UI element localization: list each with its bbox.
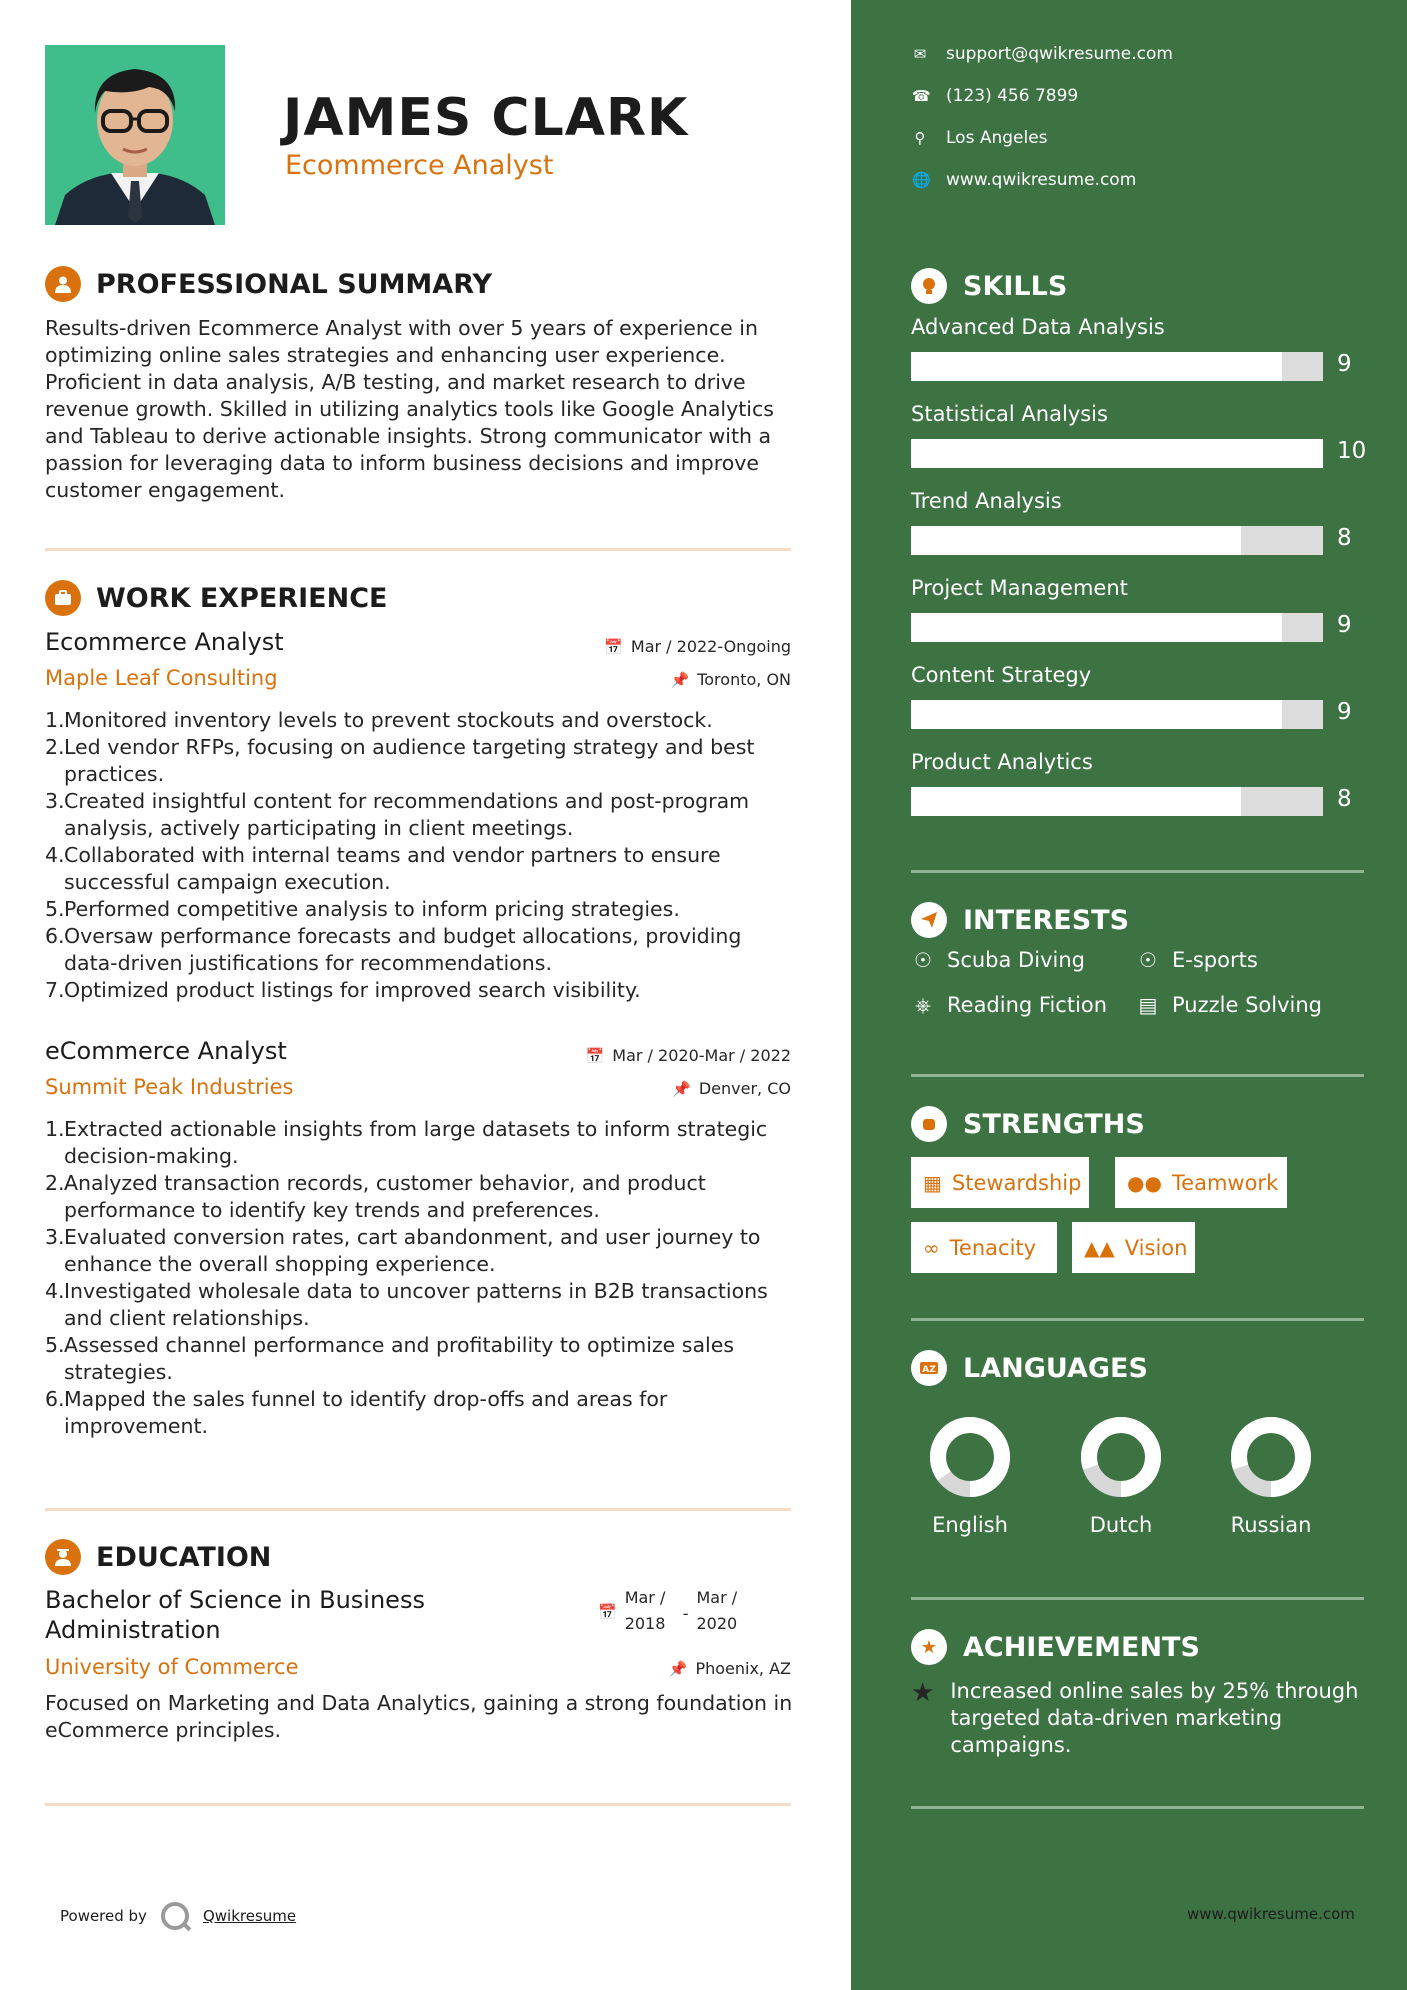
sidebar-divider bbox=[911, 870, 1364, 873]
brand-link[interactable]: Qwikresume bbox=[202, 1907, 297, 1925]
skills-title: SKILLS bbox=[963, 270, 1068, 302]
envelope-icon: ✉ bbox=[913, 45, 927, 63]
job-location: 📌 Denver, CO bbox=[672, 1079, 791, 1098]
job-company: Maple Leaf Consulting bbox=[45, 666, 278, 690]
achievement-text: Increased online sales by 25% through targeted data-driven marketing campaigns. bbox=[950, 1679, 1359, 1757]
candidate-name: JAMES CLARK bbox=[283, 88, 689, 148]
skill-value: 9 bbox=[1337, 351, 1352, 377]
paper-plane-icon bbox=[911, 902, 947, 938]
book-icon: ▤ bbox=[1138, 993, 1158, 1017]
contact-phone[interactable]: ☎ (123) 456 7899 bbox=[912, 86, 1079, 106]
list-item: Performed competitive analysis to inform pricing strategies. bbox=[64, 897, 680, 921]
strengths-heading bbox=[911, 1106, 1145, 1142]
skill-name: Project Management bbox=[911, 576, 1128, 600]
star-icon: ★ bbox=[911, 1678, 935, 1708]
school-name: University of Commerce bbox=[45, 1655, 299, 1679]
summary-text: Results-driven Ecommerce Analyst with over 5 years of experience in optimizing online sales strategies and enhancing user experience. Proficient in data analysis, A/B testing, and market research to drive revenue growth. Skilled in utilizing analytics tools like Google Analytics and Tableau to derive actionable insights. Strong communicator with a passion for leveraging data to inform business decisions and improve customer engagement. bbox=[45, 316, 774, 502]
skill-bar bbox=[911, 526, 1323, 555]
language-item bbox=[1211, 1415, 1331, 1537]
language-name: English bbox=[932, 1513, 1008, 1537]
candidate-role: Ecommerce Analyst bbox=[285, 150, 554, 181]
interest-item: ☉ Scuba Diving bbox=[911, 948, 1085, 972]
footer-url[interactable]: www.qwikresume.com bbox=[1187, 1905, 1355, 1923]
date-separator: - bbox=[682, 1604, 689, 1623]
skill-bar bbox=[911, 439, 1323, 468]
calendar-icon: 📅 bbox=[598, 1603, 617, 1621]
list-item: Optimized product listings for improved search visibility. bbox=[64, 978, 641, 1002]
list-item: Oversaw performance forecasts and budget allocations, providing data-driven justifications for recommendations. bbox=[64, 924, 742, 975]
skill-bar-fill bbox=[911, 352, 1282, 381]
sidebar-divider bbox=[911, 1318, 1364, 1321]
language-item bbox=[910, 1415, 1030, 1537]
language-icon bbox=[911, 1350, 947, 1386]
education-dates bbox=[598, 1585, 754, 1637]
gamepad-icon: ⎈ bbox=[915, 993, 931, 1017]
pushpin-icon: 📌 bbox=[672, 1079, 691, 1098]
sidebar-divider bbox=[911, 1806, 1364, 1809]
list-item: Collaborated with internal teams and vendor partners to ensure successful campaign execution. bbox=[64, 843, 721, 894]
skill-bar-fill bbox=[911, 439, 1323, 468]
user-icon bbox=[45, 266, 81, 302]
footer-powered-by bbox=[60, 1902, 296, 1930]
achievement-item bbox=[911, 1678, 1360, 1759]
skill-name: Product Analytics bbox=[911, 750, 1093, 774]
profile-photo bbox=[45, 45, 225, 225]
list-item: Investigated wholesale data to uncover patterns in B2B transactions and client relationships. bbox=[64, 1279, 768, 1330]
language-name: Russian bbox=[1230, 1513, 1312, 1537]
pushpin-icon: 📌 bbox=[668, 1659, 688, 1678]
briefcase-icon bbox=[45, 580, 81, 616]
job-title: eCommerce Analyst bbox=[45, 1037, 287, 1065]
sidebar-divider bbox=[911, 1074, 1364, 1077]
language-name: Dutch bbox=[1089, 1513, 1153, 1537]
sidebar-divider bbox=[911, 1597, 1364, 1600]
skills-heading bbox=[911, 268, 1067, 304]
star-icon: ★ bbox=[911, 1629, 947, 1665]
strength-chip: ▲▲ Vision bbox=[1072, 1222, 1195, 1273]
school-location: 📌 Phoenix, AZ bbox=[668, 1659, 791, 1678]
svg-text:AZ: AZ bbox=[922, 1365, 936, 1375]
education-description: Focused on Marketing and Data Analytics, gaining a strong foundation in eCommerce principles. bbox=[45, 1691, 793, 1742]
contact-email[interactable]: ✉ support@qwikresume.com bbox=[913, 44, 1173, 64]
pushpin-icon: 📌 bbox=[670, 670, 690, 689]
skill-name: Trend Analysis bbox=[911, 489, 1062, 513]
calendar-icon: 📅 bbox=[585, 1046, 605, 1065]
achievements-title: ACHIEVEMENTS bbox=[963, 1631, 1200, 1663]
graduate-icon bbox=[45, 1539, 81, 1575]
list-item: Evaluated conversion rates, cart abandonment, and user journey to enhance the overall shopping experience. bbox=[64, 1225, 761, 1276]
qwikresume-logo-icon bbox=[161, 1902, 189, 1930]
section-divider bbox=[45, 1508, 791, 1511]
job-duties bbox=[45, 707, 795, 1004]
skill-value: 9 bbox=[1337, 612, 1352, 638]
lightbulb-icon bbox=[911, 268, 947, 304]
interest-item: ☉ E-sports bbox=[1136, 948, 1258, 972]
language-item bbox=[1061, 1415, 1181, 1537]
users-icon: ●● bbox=[1127, 1170, 1162, 1195]
life-ring-icon: ☉ bbox=[914, 948, 932, 972]
experience-heading bbox=[45, 580, 387, 616]
globe-icon: 🌐 bbox=[912, 171, 931, 189]
language-donut bbox=[1079, 1415, 1163, 1499]
skill-name: Content Strategy bbox=[911, 663, 1092, 687]
skill-bar bbox=[911, 700, 1323, 729]
language-donut bbox=[1229, 1415, 1313, 1499]
interests-heading bbox=[911, 902, 1129, 938]
phone-icon: ☎ bbox=[912, 87, 931, 105]
summary-heading bbox=[45, 266, 492, 302]
job-title: Ecommerce Analyst bbox=[45, 628, 284, 656]
briefcase-icon: ▦ bbox=[923, 1170, 942, 1195]
list-item: Led vendor RFPs, focusing on audience targeting strategy and best practices. bbox=[64, 735, 755, 786]
end-month: Mar / bbox=[696, 1588, 738, 1607]
section-divider bbox=[45, 548, 791, 551]
achievements-heading bbox=[911, 1629, 1200, 1665]
strength-chip: ∞ Tenacity bbox=[911, 1222, 1057, 1273]
strengths-title: STRENGTHS bbox=[963, 1108, 1145, 1140]
start-year: 2018 bbox=[624, 1614, 666, 1633]
strength-chip: ▦ Stewardship bbox=[911, 1157, 1089, 1208]
list-item: Created insightful content for recommendations and post-program analysis, actively participating in client meetings. bbox=[64, 789, 750, 840]
start-month: Mar / bbox=[624, 1588, 666, 1607]
skill-bar bbox=[911, 352, 1323, 381]
interest-item: ⎈ Reading Fiction bbox=[911, 993, 1107, 1017]
language-donut bbox=[928, 1415, 1012, 1499]
end-year: 2020 bbox=[696, 1614, 738, 1633]
skill-value: 10 bbox=[1337, 438, 1367, 464]
list-item: Analyzed transaction records, customer behavior, and product performance to identify key trends and preferences. bbox=[64, 1171, 706, 1222]
skill-bar-fill bbox=[911, 787, 1241, 816]
skill-bar-fill bbox=[911, 700, 1282, 729]
summary-title: PROFESSIONAL SUMMARY bbox=[96, 268, 493, 300]
skill-bar-fill bbox=[911, 526, 1241, 555]
skill-bar bbox=[911, 613, 1323, 642]
fist-icon bbox=[911, 1106, 947, 1142]
section-divider bbox=[45, 1803, 791, 1806]
education-title: EDUCATION bbox=[96, 1541, 272, 1573]
skill-value: 8 bbox=[1337, 786, 1352, 812]
skill-name: Advanced Data Analysis bbox=[911, 315, 1165, 339]
experience-title: WORK EXPERIENCE bbox=[96, 582, 388, 614]
list-item: Mapped the sales funnel to identify drop-offs and areas for improvement. bbox=[64, 1387, 668, 1438]
interest-item: ▤ Puzzle Solving bbox=[1136, 993, 1322, 1017]
job-dates: 📅 Mar / 2022-Ongoing bbox=[604, 637, 791, 656]
degree-title: Bachelor of Science in Business Administration bbox=[45, 1586, 425, 1644]
languages-heading bbox=[911, 1350, 1148, 1386]
link-icon: ∞ bbox=[923, 1235, 940, 1260]
contact-location: ⚲ Los Angeles bbox=[912, 128, 1048, 148]
life-ring-icon: ☉ bbox=[1139, 948, 1157, 972]
contact-website[interactable]: 🌐 www.qwikresume.com bbox=[912, 170, 1137, 190]
list-item: Monitored inventory levels to prevent stockouts and overstock. bbox=[64, 708, 713, 732]
skill-value: 8 bbox=[1337, 525, 1352, 551]
education-heading bbox=[45, 1539, 271, 1575]
powered-by-label: Powered by bbox=[60, 1907, 147, 1925]
job-dates: 📅 Mar / 2020-Mar / 2022 bbox=[585, 1046, 791, 1065]
strength-chip: ●● Teamwork bbox=[1115, 1157, 1287, 1208]
map-marker-icon: ⚲ bbox=[914, 129, 926, 147]
job-company: Summit Peak Industries bbox=[45, 1075, 294, 1099]
skill-value: 9 bbox=[1337, 699, 1352, 725]
list-item: Assessed channel performance and profitability to optimize sales strategies. bbox=[64, 1333, 735, 1384]
binoculars-icon: ▲▲ bbox=[1084, 1235, 1115, 1260]
calendar-icon: 📅 bbox=[604, 637, 623, 656]
languages-title: LANGUAGES bbox=[963, 1352, 1148, 1384]
interests-title: INTERESTS bbox=[963, 904, 1130, 936]
skill-bar bbox=[911, 787, 1323, 816]
skill-name: Statistical Analysis bbox=[911, 402, 1108, 426]
skill-bar-fill bbox=[911, 613, 1282, 642]
job-location: 📌 Toronto, ON bbox=[670, 670, 791, 689]
job-duties bbox=[45, 1116, 795, 1440]
list-item: Extracted actionable insights from large datasets to inform strategic decision-making. bbox=[64, 1117, 768, 1168]
